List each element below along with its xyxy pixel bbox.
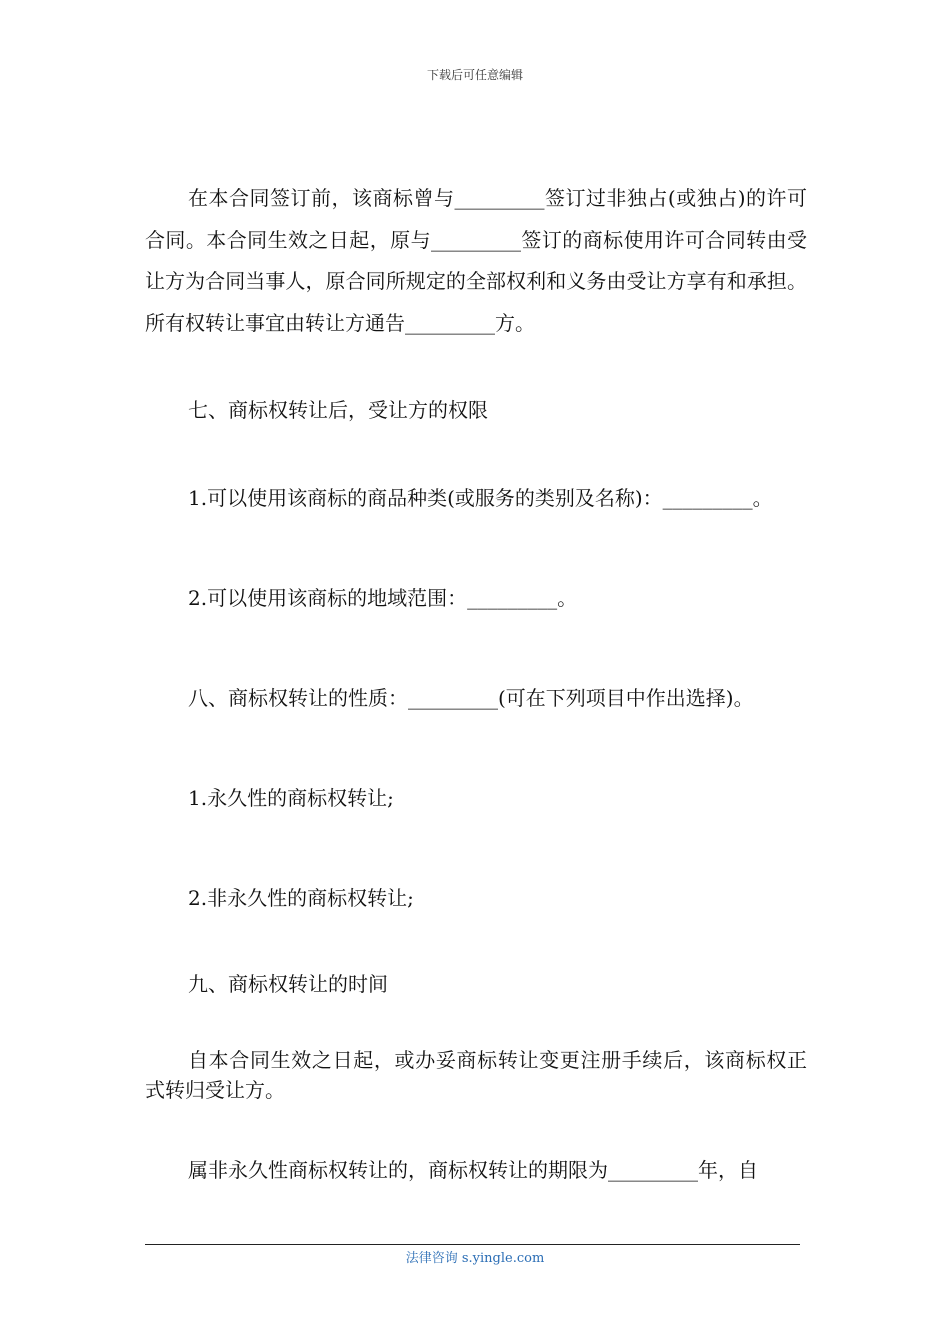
- list-item-7-1: 1.可以使用该商标的商品种类(或服务的类别及名称)：_________。: [188, 486, 773, 510]
- section-heading-7: 七、商标权转让后，受让方的权限: [188, 398, 488, 422]
- footer-divider: [145, 1244, 800, 1245]
- paragraph-prior-license: 在本合同签订前，该商标曾与_________签订过非独占(或独占)的许可合同。本合同生效之日起，原与_________签订的商标使用许可合同转由受让方为合同当事人，原合同所规定的全部权利和义务由受让方享有和承担。所有权转让事宜由转让方通告_________方。: [145, 186, 807, 335]
- list-item-7-2: 2.可以使用该商标的地域范围：_________。: [188, 586, 578, 610]
- list-item-8-2: 2.非永久性的商标权转让;: [188, 886, 414, 910]
- section-heading-9: 九、商标权转让的时间: [188, 972, 388, 996]
- header-note: 下载后可任意编辑: [426, 68, 523, 82]
- paragraph-transfer-term: 属非永久性商标权转让的，商标权转让的期限为_________年，自: [188, 1158, 758, 1182]
- list-item-8-1: 1.永久性的商标权转让;: [188, 786, 394, 810]
- paragraph-effective-time: 自本合同生效之日起，或办妥商标转让变更注册手续后，该商标权正式转归受让方。: [145, 1048, 807, 1102]
- footer-link[interactable]: 法律咨询 s.yingle.com: [405, 1251, 545, 1266]
- section-heading-8: 八、商标权转让的性质：_________(可在下列项目中作出选择)。: [188, 686, 754, 710]
